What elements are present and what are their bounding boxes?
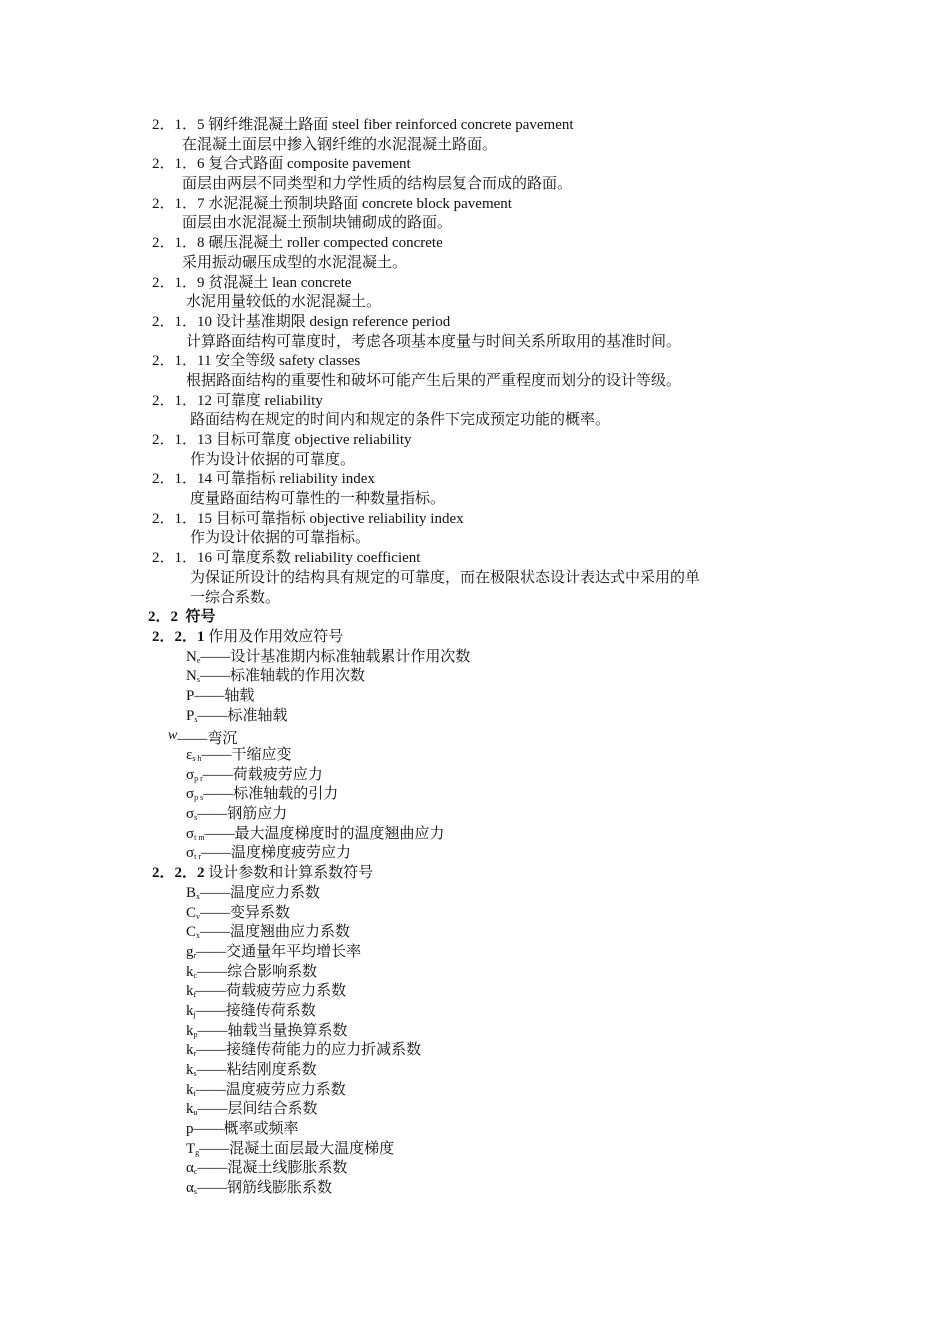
symbol: σ xyxy=(186,786,195,803)
term-heading xyxy=(0,313,950,333)
term-title: 可靠指标 reliability index xyxy=(215,471,375,488)
term-heading xyxy=(0,392,950,412)
term-definition: 面层由水泥混凝土预制块铺砌成的路面。 xyxy=(182,215,453,232)
symbol-row xyxy=(0,687,950,707)
symbol-description: ——层间结合系数 xyxy=(197,1101,318,1118)
symbol: k xyxy=(186,1022,194,1039)
symbol-description: ——混凝土面层最大温度梯度 xyxy=(199,1140,395,1157)
symbol-row xyxy=(0,1081,950,1101)
symbol-description: ——接缝传荷能力的应力折减系数 xyxy=(196,1042,422,1059)
symbol-row xyxy=(0,982,950,1002)
term-definition: 路面结构在规定的时间内和规定的条件下完成预定功能的概率。 xyxy=(190,412,611,429)
term-definition: 度量路面结构可靠性的一种数量指标。 xyxy=(190,491,446,508)
symbol-description: ——温度疲劳应力系数 xyxy=(195,1081,346,1098)
symbol-description: ——弯沉 xyxy=(177,731,238,748)
term-definition: 水泥用量较低的水泥混凝土。 xyxy=(186,294,382,311)
symbol: C xyxy=(186,904,197,921)
symbol: σ xyxy=(186,766,195,783)
term-heading xyxy=(0,510,950,530)
symbol-row xyxy=(0,1100,950,1120)
symbol-subscript: p s xyxy=(194,793,204,803)
symbol-row xyxy=(0,726,950,746)
term-number: 2．1．9 xyxy=(152,274,205,291)
term-title: 钢纤维混凝土路面 steel fiber reinforced concrete pavement xyxy=(208,117,574,133)
symbol: P xyxy=(186,707,195,724)
term-number: 2．1．6 xyxy=(152,156,205,173)
symbol: N xyxy=(186,668,197,685)
subsection-title: 设计参数和计算系数符号 xyxy=(208,865,374,882)
term-title: 水泥混凝土预制块路面 concrete block pavement xyxy=(208,195,512,212)
section-title: 符号 xyxy=(185,609,216,626)
document-body xyxy=(0,116,950,1199)
symbol: k xyxy=(186,983,194,1000)
symbol-description: ——钢筋线膨胀系数 xyxy=(196,1180,332,1197)
symbol-row xyxy=(0,1041,950,1061)
symbol-description: ——轴载当量换算系数 xyxy=(197,1022,348,1039)
symbol-subscript: t r xyxy=(194,852,201,862)
subsection-number: 2．2．2 xyxy=(152,865,205,882)
symbol-row xyxy=(0,1159,950,1179)
symbol-subscript: s h xyxy=(192,754,202,763)
section-heading xyxy=(0,608,950,628)
symbol-description: ——综合影响系数 xyxy=(197,963,318,980)
symbol: σ xyxy=(186,825,195,842)
term-title: 可靠度系数 reliability coefficient xyxy=(215,550,421,567)
symbol-subscript: s xyxy=(194,714,198,724)
symbol-row xyxy=(0,904,950,924)
term-title: 碾压混凝土 roller compected concrete xyxy=(208,235,443,252)
symbol-description: ——标准轴载的引力 xyxy=(203,786,339,803)
term-definition: 计算路面结构可靠度时，考虑各项基本度量与时间关系所取用的基准时间。 xyxy=(186,333,682,350)
term-definition: 根据路面结构的重要性和破坏可能产生后果的严重程度而划分的设计等级。 xyxy=(186,372,682,389)
symbol-row xyxy=(0,923,950,943)
symbol: k xyxy=(186,1042,194,1059)
symbol: g xyxy=(186,943,194,960)
term-number: 2．1．10 xyxy=(152,313,213,330)
symbol-row xyxy=(0,943,950,963)
symbol-subscript: p xyxy=(193,1029,198,1039)
symbol-row xyxy=(0,766,950,786)
symbol-subscript: x xyxy=(196,891,201,901)
symbol-row xyxy=(0,963,950,983)
symbol-row xyxy=(0,884,950,904)
term-definition: 采用振动碾压成型的水泥混凝土。 xyxy=(182,254,408,271)
symbol-description: ——干缩应变 xyxy=(201,747,292,763)
symbol-description: ——概率或频率 xyxy=(193,1121,299,1138)
symbol-subscript: u xyxy=(193,1108,198,1118)
symbol: k xyxy=(186,1101,194,1118)
term-number: 2．1．8 xyxy=(152,235,205,252)
symbol-subscript: p r xyxy=(194,773,203,783)
term-number: 2．1．7 xyxy=(152,195,205,212)
symbol-description: ——设计基准期内标准轴载累计作用次数 xyxy=(200,648,471,665)
symbol-subscript: s xyxy=(196,675,200,685)
term-number: 2．1．12 xyxy=(152,392,213,409)
symbol-description: ——接缝传荷系数 xyxy=(195,1002,316,1019)
term-title: 复合式路面 composite pavement xyxy=(208,156,411,173)
symbol-description: ——轴载 xyxy=(194,687,255,704)
symbol-subscript: c xyxy=(193,970,198,980)
symbol: ε xyxy=(186,747,193,763)
term-heading xyxy=(0,352,950,372)
symbol-subscript: x xyxy=(196,931,201,941)
term-number: 2．1．15 xyxy=(152,510,213,527)
symbol-description: ——温度梯度疲劳应力 xyxy=(200,845,351,862)
term-number: 2．1．13 xyxy=(152,432,213,448)
symbol-description: ——荷载疲劳应力 xyxy=(202,766,323,783)
symbol: σ xyxy=(186,806,195,823)
symbol-subscript: j xyxy=(193,1009,196,1019)
symbol-row xyxy=(0,825,950,845)
subsection-number: 2．2．1 xyxy=(152,628,205,645)
section-number: 2．2 xyxy=(148,609,179,626)
symbol-description: ——标准轴载的作用次数 xyxy=(199,668,365,685)
symbol-subscript: t xyxy=(193,1088,196,1098)
term-number: 2．1．11 xyxy=(152,353,212,370)
term-title: 可靠度 reliability xyxy=(215,392,323,409)
term-number: 2．1．14 xyxy=(152,471,213,488)
term-number: 2．1．5 xyxy=(152,117,205,133)
symbol-row xyxy=(0,1179,950,1199)
symbol-subscript: v xyxy=(196,911,201,921)
symbol-row xyxy=(0,746,950,766)
symbol: C xyxy=(186,924,197,941)
symbol-description: ——钢筋应力 xyxy=(197,806,288,823)
symbol: k xyxy=(186,1062,194,1078)
symbol: w xyxy=(168,728,178,744)
term-number: 2．1．16 xyxy=(152,550,213,567)
term-definition: 作为设计依据的可靠度。 xyxy=(190,451,356,468)
symbol-subscript: f xyxy=(193,990,197,1000)
term-heading xyxy=(0,155,950,175)
symbol-list-parameters xyxy=(0,884,950,1199)
term-heading xyxy=(0,195,950,215)
symbol-row xyxy=(0,1022,950,1042)
term-heading xyxy=(0,549,950,569)
symbol-description: ——标准轴载 xyxy=(197,707,288,724)
symbol-description: ——变异系数 xyxy=(200,904,291,921)
symbol-description: ——温度翘曲应力系数 xyxy=(200,924,351,941)
term-heading xyxy=(0,116,950,136)
term-definition: 一综合系数。 xyxy=(190,589,281,606)
symbol-row xyxy=(0,648,950,668)
symbol-list-actions xyxy=(0,648,950,865)
term-heading xyxy=(0,431,950,451)
term-title: 设计基准期限 design reference period xyxy=(215,313,451,330)
symbol-description: ——最大温度梯度时的温度翘曲应力 xyxy=(204,825,445,842)
symbol: N xyxy=(186,648,197,665)
symbol-row xyxy=(0,707,950,727)
symbol-row xyxy=(0,844,950,864)
term-title: 贫混凝土 lean concrete xyxy=(208,274,352,291)
term-definition: 面层由两层不同类型和力学性质的结构层复合而成的路面。 xyxy=(182,176,573,193)
symbol-subscript: t m xyxy=(194,832,205,842)
symbol: P xyxy=(186,687,195,704)
symbol-subscript: g xyxy=(195,1147,200,1157)
term-heading xyxy=(0,234,950,254)
symbol-description: ——混凝土线膨胀系数 xyxy=(197,1160,348,1177)
symbol-row xyxy=(0,1002,950,1022)
symbol: α xyxy=(186,1180,194,1197)
symbol: B xyxy=(186,884,197,901)
subsection-heading-2 xyxy=(0,864,950,884)
term-definition: 在混凝土面层中掺入钢纤维的水泥混凝土路面。 xyxy=(182,136,498,153)
subsection-title: 作用及作用效应符号 xyxy=(208,628,344,645)
symbol: k xyxy=(186,1002,194,1019)
symbol-row xyxy=(0,1061,950,1081)
symbol: σ xyxy=(186,845,195,862)
term-heading xyxy=(0,470,950,490)
symbol-row xyxy=(0,1120,950,1140)
symbol: k xyxy=(186,963,194,980)
subsection-heading-1 xyxy=(0,628,950,648)
term-title: 目标可靠指标 objective reliability index xyxy=(215,510,464,527)
term-definitions xyxy=(0,116,950,608)
symbol: k xyxy=(186,1081,194,1098)
term-title: 目标可靠度 objective reliability xyxy=(215,432,412,448)
symbol-subscript: c xyxy=(193,1167,198,1177)
symbol-subscript: s xyxy=(194,813,198,823)
symbol: α xyxy=(186,1160,194,1177)
symbol-description: ——温度应力系数 xyxy=(200,884,321,901)
term-heading xyxy=(0,274,950,294)
symbol-row xyxy=(0,785,950,805)
symbol: T xyxy=(186,1140,196,1157)
symbol-subscript: r xyxy=(193,950,197,960)
symbol-description: ——交通量年平均增长率 xyxy=(196,943,362,960)
symbol-row xyxy=(0,1140,950,1160)
symbol-description: ——荷载疲劳应力系数 xyxy=(196,983,347,1000)
symbol: p xyxy=(186,1121,194,1138)
symbol-description: ——粘结刚度系数 xyxy=(196,1062,317,1078)
term-definition: 作为设计依据的可靠指标。 xyxy=(190,530,371,547)
symbol-subscript: s xyxy=(193,1187,197,1197)
term-definition: 为保证所设计的结构具有规定的可靠度，而在极限状态设计表达式中采用的单 xyxy=(190,569,701,586)
symbol-row xyxy=(0,667,950,687)
symbol-subscript: r xyxy=(193,1049,197,1059)
term-title: 安全等级 safety classes xyxy=(215,353,361,370)
symbol-subscript: s xyxy=(193,1069,197,1078)
symbol-row xyxy=(0,805,950,825)
symbol-subscript: e xyxy=(196,655,201,665)
